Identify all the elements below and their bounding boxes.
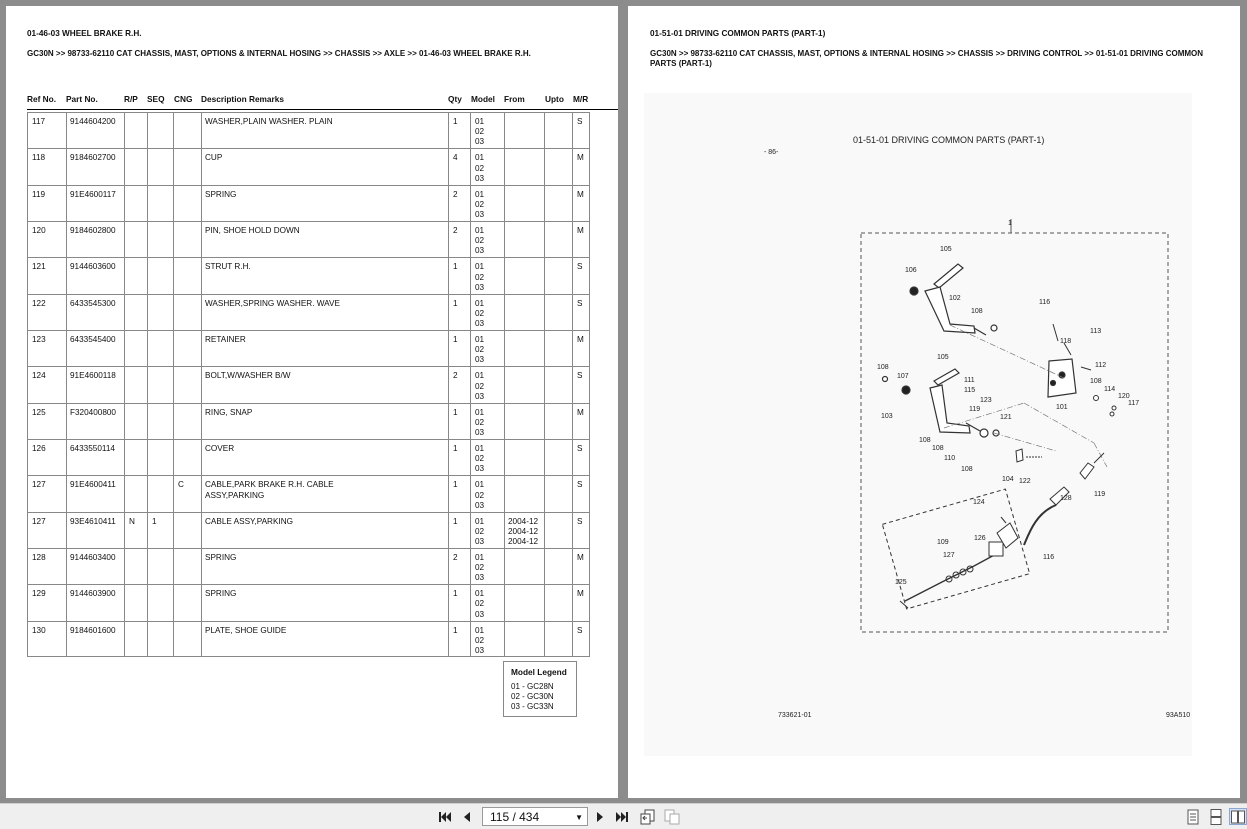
washer (993, 430, 999, 436)
diagram-footer-right: 93A510 (1166, 712, 1191, 719)
cell-seq: 1 (152, 516, 157, 526)
inching-pedal-pad (934, 369, 959, 385)
continuous-view-button[interactable] (1208, 808, 1224, 825)
table-row (28, 585, 589, 621)
callout: 124 (973, 499, 985, 506)
callout: 120 (1118, 393, 1130, 400)
cell-description: CABLE ASSY,PARKING (205, 516, 293, 526)
parking-cable (1024, 505, 1056, 545)
col-part-no: Part No. (66, 94, 98, 104)
legend-item: 01 - GC28N (511, 682, 554, 691)
washer (991, 325, 997, 331)
cell-mr: S (577, 298, 583, 308)
cell-cng: C (178, 480, 184, 490)
assembly-boundary (861, 233, 1168, 632)
callout: 119 (969, 406, 981, 413)
cell-description: PLATE, SHOE GUIDE (205, 625, 287, 635)
cell-mr: M (577, 589, 584, 599)
callout: 111 (964, 377, 975, 384)
breadcrumb: GC30N >> 98733-62110 CAT CHASSIS, MAST, OPTIONS & INTERNAL HOSING >> CHASSIS >> AXLE >> 01-46-03 WHEEL BRAKE R.H. (27, 49, 531, 58)
cell-part-no: 6433545300 (70, 298, 116, 308)
cell-mr: M (577, 153, 584, 163)
cell-qty: 1 (453, 516, 458, 526)
cell-model: 01 02 03 (475, 117, 485, 147)
cell-mr: S (577, 443, 583, 453)
cell-ref-no: 118 (32, 153, 46, 163)
diagram-heading: 01-51-01 DRIVING COMMON PARTS (PART-1) (853, 135, 1045, 145)
cell-description: BOLT,W/WASHER B/W (205, 371, 291, 381)
section-title: 01-51-01 DRIVING COMMON PARTS (PART-1) (650, 29, 826, 38)
callout: 102 (949, 295, 961, 302)
header-divider (27, 109, 618, 110)
callout: 121 (1000, 414, 1012, 421)
left-page (6, 6, 618, 798)
callout: 105 (940, 246, 952, 253)
cell-ref-no: 122 (32, 298, 46, 308)
accelerator-pedal-pad (934, 264, 963, 288)
callout: 118 (1060, 338, 1072, 345)
table-row (28, 222, 589, 258)
table-row (28, 295, 589, 331)
page-number-select[interactable] (482, 807, 588, 826)
callout: 126 (974, 535, 986, 542)
col-description: Description Remarks (201, 94, 285, 104)
go-back-view-button[interactable] (639, 808, 657, 825)
col-ref-no: Ref No. (27, 94, 57, 104)
cell-mr: S (577, 625, 583, 635)
callout: 104 (1002, 476, 1014, 483)
cell-part-no: 91E4600118 (70, 371, 116, 381)
cell-description: SPRING (205, 552, 237, 562)
center-line (944, 403, 1024, 428)
cell-rp: N (129, 516, 135, 526)
callout: 128 (1060, 495, 1072, 502)
callout: 127 (943, 552, 955, 559)
col-seq: SEQ (147, 94, 165, 104)
cell-part-no: 9144604200 (70, 117, 116, 126)
cell-part-no: 93E4610411 (70, 516, 116, 526)
table-row (28, 258, 589, 294)
cable-assy-boundary (882, 489, 1029, 609)
cell-ref-no: 127 (32, 516, 46, 526)
cell-mr: S (577, 371, 583, 381)
callout: 105 (937, 354, 949, 361)
right-page (628, 6, 1240, 798)
first-page-button[interactable] (437, 808, 453, 825)
table-row (28, 622, 589, 658)
washer (1110, 412, 1114, 416)
cell-qty: 1 (453, 334, 458, 344)
table-row (28, 331, 589, 367)
table-row (28, 513, 589, 549)
center-line (1094, 443, 1107, 467)
cell-part-no: F320400800 (70, 407, 116, 417)
cell-part-no: 9184602700 (70, 153, 116, 163)
washer (1094, 396, 1099, 401)
callout: 125 (895, 579, 907, 586)
cell-description: SPRING (205, 589, 237, 599)
callout: 114 (1104, 386, 1116, 393)
legend-item: 02 - GC30N (511, 692, 554, 701)
first-page-icon (438, 811, 452, 823)
col-mr: M/R (573, 94, 589, 104)
cell-model: 01 02 03 (475, 552, 485, 583)
cell-qty: 1 (453, 625, 458, 635)
cell-model: 01 02 03 (475, 371, 485, 401)
callout: 115 (964, 387, 976, 394)
cell-part-no: 6433545400 (70, 334, 116, 344)
bracket (1016, 449, 1023, 462)
cell-model: 01 02 03 (475, 625, 485, 656)
callout: 106 (905, 267, 917, 274)
cell-qty: 2 (453, 552, 458, 562)
callout: 116 (1039, 299, 1051, 306)
cell-mr: M (577, 552, 584, 562)
cell-description: SPRING (205, 189, 237, 199)
cell-ref-no: 129 (32, 589, 46, 599)
table-row (28, 367, 589, 403)
dropdown-arrow-icon: ▼ (575, 813, 583, 822)
two-page-view-button[interactable] (1229, 808, 1247, 825)
cell-mr: S (577, 262, 583, 272)
cell-ref-no: 127 (32, 480, 46, 490)
table-row (28, 549, 589, 585)
viewer-toolbar (0, 803, 1247, 829)
cell-mr: M (577, 225, 584, 235)
cell-model: 01 02 03 (475, 480, 485, 510)
brake-pedal-arm (925, 287, 975, 333)
cell-qty: 1 (453, 262, 458, 272)
callout: 108 (932, 445, 944, 452)
cell-qty: 1 (453, 480, 458, 490)
cell-qty: 1 (453, 443, 458, 453)
cell-ref-no: 119 (32, 189, 46, 199)
cell-description: COVER (205, 443, 235, 453)
callout: 122 (1019, 478, 1031, 485)
callout: 107 (897, 373, 909, 380)
cell-model: 01 02 03 (475, 443, 485, 474)
callout: 117 (1128, 400, 1140, 407)
cell-model: 01 02 03 (475, 189, 485, 220)
col-from: From (504, 94, 525, 104)
pin (1001, 517, 1006, 523)
cell-ref-no: 117 (32, 117, 46, 126)
cell-from: 2004-12 2004-12 2004-12 (508, 516, 539, 547)
cell-part-no: 9144603600 (70, 262, 116, 272)
cell-ref-no: 121 (32, 262, 46, 272)
callout: 108 (919, 437, 931, 444)
callout: 108 (961, 466, 973, 473)
cell-part-no: 91E4600411 (70, 480, 116, 490)
bolt (1051, 381, 1056, 386)
cell-ref-no: 126 (32, 443, 46, 453)
callout: 116 (1043, 554, 1055, 561)
cell-model: 01 02 03 (475, 298, 485, 329)
callout: 108 (971, 308, 983, 315)
previous-page-button[interactable] (460, 808, 474, 825)
cell-description: WASHER,SPRING WASHER. WAVE (205, 298, 340, 308)
pin (1081, 367, 1091, 370)
cell-part-no: 91E4600117 (70, 189, 116, 199)
table-row (28, 186, 589, 222)
cell-qty: 2 (453, 189, 458, 199)
cell-qty: 1 (453, 407, 458, 417)
snap-ring (900, 601, 908, 608)
table-row (28, 440, 589, 476)
breadcrumb: GC30N >> 98733-62110 CAT CHASSIS, MAST, OPTIONS & INTERNAL HOSING >> CHASSIS >> DRIVING CONTROL >> 01-51-01 DRIVING COMMON PARTS (PART-1) (650, 49, 1204, 68)
cell-mr: M (577, 407, 584, 417)
exploded-view-drawing (644, 93, 1192, 756)
col-qty: Qty (448, 94, 462, 104)
cell-part-no: 6433550114 (70, 443, 115, 453)
model-legend (503, 661, 577, 717)
cell-ref-no: 130 (32, 625, 46, 635)
cell-description: RING, SNAP (205, 407, 253, 417)
cell-part-no: 9144603400 (70, 552, 116, 562)
diagram-page-mark: - 86- (764, 149, 779, 156)
callout: 123 (980, 397, 992, 404)
cell-model: 01 02 03 (475, 407, 485, 438)
table-row (28, 476, 589, 512)
callout: 1 (1008, 220, 1012, 227)
cell-part-no: 9184601600 (70, 625, 116, 635)
callout: 101 (1056, 404, 1068, 411)
next-page-button[interactable] (593, 808, 607, 825)
cell-mr: S (577, 516, 583, 526)
cable-rod (1094, 453, 1104, 463)
legend-title: Model Legend (511, 667, 567, 677)
cell-part-no: 9184602800 (70, 225, 116, 235)
callout: 103 (881, 413, 893, 420)
cell-ref-no: 123 (32, 334, 46, 344)
page-number-value: 115 / 434 (490, 809, 540, 824)
single-page-view-button[interactable] (1185, 808, 1201, 825)
cell-ref-no: 128 (32, 552, 46, 562)
cell-model: 01 02 03 (475, 516, 485, 547)
continuous-page-icon (1210, 809, 1222, 825)
two-page-icon (1231, 810, 1245, 824)
callout: 109 (937, 539, 949, 546)
callout: 110 (944, 455, 956, 462)
callout: 119 (1094, 491, 1106, 498)
table-row (28, 404, 589, 440)
cell-qty: 1 (453, 589, 458, 599)
col-rp: R/P (124, 94, 138, 104)
cell-mr: M (577, 189, 584, 199)
cell-qty: 2 (453, 225, 458, 235)
callout: 108 (1090, 378, 1102, 385)
cell-description: STRUT R.H. (205, 262, 251, 272)
cable-cover (989, 542, 1003, 556)
col-model: Model (471, 94, 495, 104)
go-forward-view-button[interactable] (663, 808, 681, 825)
cell-qty: 1 (453, 117, 458, 126)
cell-description: PIN, SHOE HOLD DOWN (205, 225, 300, 235)
cable-end (1080, 463, 1094, 479)
next-page-icon (595, 811, 605, 823)
bolt (883, 377, 888, 382)
cell-qty: 4 (453, 153, 458, 163)
cell-description: CABLE,PARK BRAKE R.H. CABLE ASSY,PARKING (205, 480, 334, 500)
bushing (980, 429, 988, 437)
cell-description: CUP (205, 153, 223, 163)
cell-ref-no: 125 (32, 407, 46, 417)
callout: 113 (1090, 328, 1102, 335)
callout: 108 (877, 364, 889, 371)
col-upto: Upto (545, 94, 564, 104)
callout: 112 (1095, 362, 1107, 369)
pedal-stop (902, 386, 910, 394)
washer (1112, 406, 1116, 410)
cell-mr: S (577, 480, 583, 490)
cell-ref-no: 120 (32, 225, 46, 235)
diagram-footer-left: 733621-01 (778, 712, 812, 719)
parts-diagram (644, 93, 1192, 756)
cell-part-no: 9144603900 (70, 589, 116, 599)
cell-model: 01 02 03 (475, 225, 485, 256)
cell-model: 01 02 03 (475, 589, 485, 619)
col-cng: CNG (174, 94, 193, 104)
cell-model: 01 02 03 (475, 262, 485, 292)
cell-description: WASHER,PLAIN WASHER. PLAIN (205, 117, 333, 126)
back-view-icon (640, 809, 656, 825)
forward-view-icon (664, 809, 680, 825)
last-page-button[interactable] (614, 808, 630, 825)
parts-table (27, 112, 590, 657)
previous-page-icon (462, 811, 472, 823)
cell-qty: 2 (453, 371, 458, 381)
cell-mr: M (577, 334, 584, 344)
pedal-stop (910, 287, 918, 295)
cell-description: RETAINER (205, 334, 246, 344)
table-row (28, 113, 589, 149)
table-row (28, 149, 589, 185)
single-page-icon (1187, 809, 1199, 825)
cell-model: 01 02 03 (475, 153, 485, 183)
cell-mr: S (577, 117, 583, 126)
last-page-icon (615, 811, 629, 823)
section-title: 01-46-03 WHEEL BRAKE R.H. (27, 29, 142, 38)
cell-model: 01 02 03 (475, 334, 485, 365)
center-line (994, 433, 1056, 451)
legend-item: 03 - GC33N (511, 702, 554, 711)
spring-pin (1053, 324, 1058, 341)
cell-qty: 1 (453, 298, 458, 308)
cell-ref-no: 124 (32, 371, 46, 381)
